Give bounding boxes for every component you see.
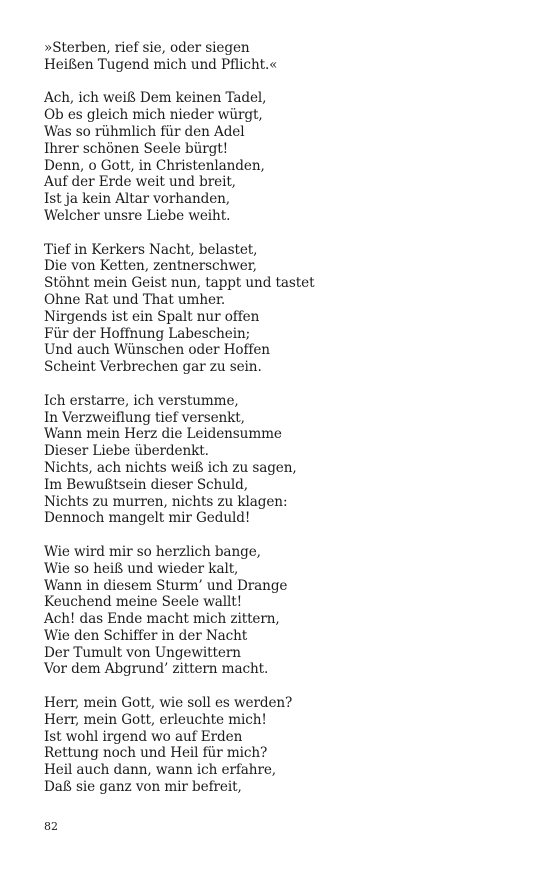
poem-line: Auf der Erde weit und breit, <box>44 174 236 191</box>
stanza <box>44 90 514 224</box>
poem-line: Stöhnt mein Geist nun, tappt und tastet <box>44 275 315 292</box>
poem-line: »Sterben, rief sie, oder siegen <box>44 40 250 56</box>
poem-line: Ach, ich weiß Dem keinen Tadel, <box>44 90 267 107</box>
poem-line: Wie wird mir so herzlich bange, <box>44 543 261 560</box>
poem-line: Nichts, ach nichts weiß ich zu sagen, <box>44 459 297 476</box>
stanza <box>44 393 514 527</box>
poem-line: Im Bewußtsein dieser Schuld, <box>44 476 248 493</box>
stanza <box>44 695 514 796</box>
poem-line: Wann mein Herz die Leidensumme <box>44 426 282 443</box>
poem-line: Herr, mein Gott, wie soll es werden? <box>44 695 293 712</box>
poem-line: Ist wohl irgend wo auf Erden <box>44 728 243 745</box>
poem-line: Der Tumult von Ungewittern <box>44 644 241 661</box>
poem-line: Für der Hoffnung Labeschein; <box>44 325 251 342</box>
stanza <box>44 40 514 74</box>
poem-line: Daß sie ganz von mir befreit, <box>44 779 242 796</box>
poem-line: Nichts zu murren, nichts zu klagen: <box>44 493 288 510</box>
poem-line: In Verzweiflung tief versenkt, <box>44 409 245 426</box>
poem-text <box>44 40 514 813</box>
poem-line: Ist ja kein Altar vorhanden, <box>44 191 231 208</box>
poem-line: Heißen Tugend mich und Pflicht.« <box>44 56 278 73</box>
poem-line: Vor dem Abgrund’ zittern macht. <box>44 661 269 678</box>
poem-line: Ob es gleich mich nieder würgt, <box>44 107 263 124</box>
poem-line: Rettung noch und Heil für mich? <box>44 745 268 762</box>
poem-line: Die von Ketten, zentnerschwer, <box>44 258 257 275</box>
poem-line: Ihrer schönen Seele bürgt! <box>44 140 228 157</box>
poem-line: Scheint Verbrechen gar zu sein. <box>44 359 262 376</box>
poem-line: Heil auch dann, wann ich erfahre, <box>44 762 277 779</box>
poem-line: Nirgends ist ein Spalt nur offen <box>44 308 260 325</box>
poem-line: Herr, mein Gott, erleuchte mich! <box>44 711 267 728</box>
poem-line: Welcher unsre Liebe weiht. <box>44 207 231 224</box>
poem-line: Wie den Schiffer in der Nacht <box>44 627 248 644</box>
stanza <box>44 544 514 678</box>
poem-line: Wann in diesem Sturm’ und Drange <box>44 577 288 594</box>
poem-line: Denn, o Gott, in Christenlanden, <box>44 157 265 174</box>
poem-line: Dieser Liebe überdenkt. <box>44 443 209 460</box>
poem-line: Was so rühmlich für den Adel <box>44 123 245 140</box>
poem-line: Ohne Rat und That umher. <box>44 291 226 308</box>
poem-line: Tief in Kerkers Nacht, belastet, <box>44 241 258 258</box>
poem-line: Wie so heiß und wieder kalt, <box>44 560 239 577</box>
poem-line: Ach! das Ende macht mich zittern, <box>44 611 280 628</box>
poem-line: Dennoch mangelt mir Geduld! <box>44 510 251 527</box>
poem-line: Und auch Wünschen oder Hoffen <box>44 342 270 359</box>
stanza <box>44 242 514 376</box>
page-number: 82 <box>44 820 58 833</box>
poem-line: Keuchend meine Seele wallt! <box>44 594 242 611</box>
poem-line: Ich erstarre, ich verstumme, <box>44 392 239 409</box>
